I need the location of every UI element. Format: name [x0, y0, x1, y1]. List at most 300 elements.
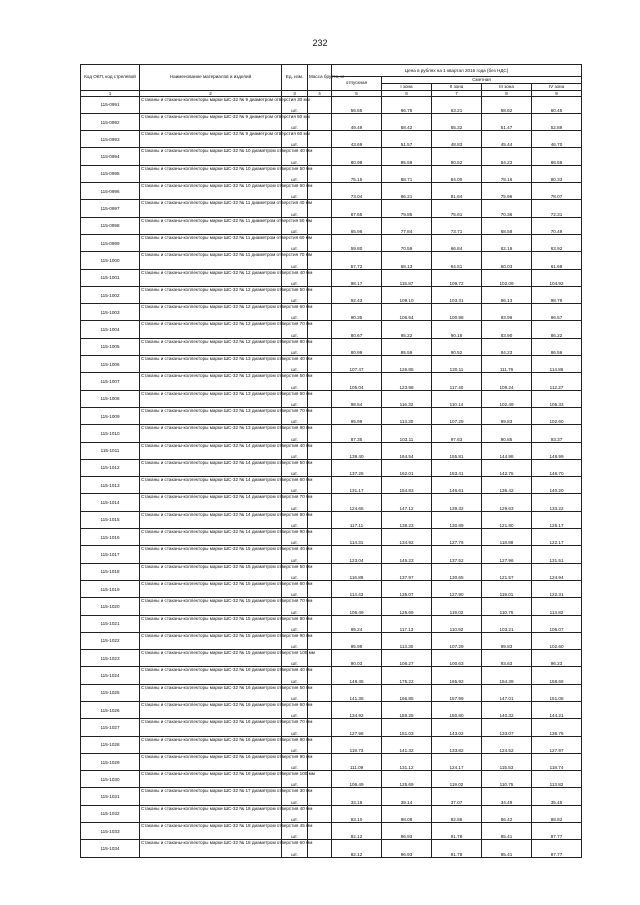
row-release-price: 139.40 — [332, 442, 382, 459]
row-unit: шт. — [282, 425, 308, 442]
row-price-zone-4: 87.77 — [532, 840, 582, 857]
table-row — [81, 183, 582, 200]
table-row — [81, 580, 582, 597]
row-price-zone-3: 85.41 — [482, 840, 532, 857]
row-unit: шт. — [282, 719, 308, 736]
row-code: 115-1029 — [81, 753, 140, 770]
row-price-zone-2: 120.11 — [432, 356, 482, 373]
row-price-zone-2: 137.52 — [432, 546, 482, 563]
table-row — [81, 477, 582, 494]
row-unit: шт. — [282, 529, 308, 546]
row-price-zone-4: 102.60 — [532, 632, 582, 649]
row-price-zone-2: 157.99 — [432, 684, 482, 701]
row-release-price: 92.43 — [332, 286, 382, 303]
row-price-zone-4: 96.57 — [532, 304, 582, 321]
row-price-zone-2: 90.16 — [432, 321, 482, 338]
row-price-zone-1: 95.59 — [382, 148, 432, 165]
row-price-zone-3: 142.75 — [482, 459, 532, 476]
row-unit: шт. — [282, 563, 308, 580]
table-row — [81, 165, 582, 182]
row-price-zone-2: 127.76 — [432, 529, 482, 546]
row-unit: шт. — [282, 252, 308, 269]
row-release-price: 111.09 — [332, 753, 382, 770]
row-price-zone-1: 116.32 — [382, 390, 432, 407]
row-price-zone-3: 136.42 — [482, 477, 532, 494]
row-price-zone-2: 48.83 — [432, 131, 482, 148]
table-row — [81, 234, 582, 251]
row-name: Стаканы и стаканы-коллекторы марки ШС-32 № 12 диаметром отверстия 70 мм — [140, 321, 282, 338]
row-name: Стаканы и стаканы-коллекторы марки ШС-32 № 18 диаметром отверстия 60 мм — [140, 840, 282, 857]
row-price-zone-4: 60.45 — [532, 96, 582, 113]
row-price-zone-1: 70.59 — [382, 234, 432, 251]
row-price-zone-1: 103.11 — [382, 425, 432, 442]
row-price-zone-2: 63.21 — [432, 96, 482, 113]
row-price-zone-1: 164.54 — [382, 442, 432, 459]
row-price-zone-4: 70.49 — [532, 217, 582, 234]
row-price-zone-1: 98.08 — [382, 805, 432, 822]
table-row — [81, 684, 582, 701]
row-price-zone-1: 77.84 — [382, 217, 432, 234]
row-price-zone-4: 158.66 — [532, 667, 582, 684]
row-price-zone-3: 103.21 — [482, 615, 532, 632]
row-release-price: 80.99 — [332, 338, 382, 355]
table-row — [81, 356, 582, 373]
row-price-zone-4: 124.94 — [532, 563, 582, 580]
row-price-zone-1: 126.85 — [382, 356, 432, 373]
row-release-price: 82.12 — [332, 840, 382, 857]
row-name: Стаканы и стаканы-коллекторы марки ШС-32 № 16 диаметром отверстия 50 мм — [140, 684, 282, 701]
row-code: 115-1018 — [81, 563, 140, 580]
row-price-zone-3: 121.80 — [482, 511, 532, 528]
table-row — [81, 390, 582, 407]
row-code: 115-1001 — [81, 269, 140, 286]
row-price-zone-4: 102.60 — [532, 407, 582, 424]
row-unit: шт. — [282, 200, 308, 217]
row-price-zone-3: 85.41 — [482, 823, 532, 840]
row-price-zone-1: 134.92 — [382, 529, 432, 546]
row-release-price: 99.24 — [332, 615, 382, 632]
table-row — [81, 442, 582, 459]
row-price-zone-2: 55.32 — [432, 113, 482, 130]
row-name: Стаканы и стаканы-коллекторы марки ШС-32 № 15 диаметром отверстия 100 мм — [140, 650, 282, 667]
row-price-zone-2: 117.40 — [432, 373, 482, 390]
row-price-zone-1: 106.64 — [382, 304, 432, 321]
row-price-zone-3: 118.88 — [482, 529, 532, 546]
row-price-zone-3: 86.42 — [482, 805, 532, 822]
row-price-zone-4: 151.08 — [532, 684, 582, 701]
row-price-zone-2: 130.89 — [432, 511, 482, 528]
row-code: 115-1002 — [81, 286, 140, 303]
row-name: Стаканы и стаканы-коллекторы марки ШС-32 № 12 диаметром отверстия 60 мм — [140, 304, 282, 321]
row-release-price: 59.80 — [332, 234, 382, 251]
row-name: Стаканы и стаканы-коллекторы марки ШС-32 № 13 диаметром отверстия 80 мм — [140, 425, 282, 442]
table-row — [81, 252, 582, 269]
table-row — [81, 286, 582, 303]
row-price-zone-3: 133.07 — [482, 719, 532, 736]
row-unit: шт. — [282, 788, 308, 805]
row-price-zone-3: 144.98 — [482, 442, 532, 459]
row-price-zone-4: 122.31 — [532, 580, 582, 597]
row-release-price: 107.47 — [332, 356, 382, 373]
row-release-price: 49.49 — [332, 113, 382, 130]
row-price-zone-3: 99.83 — [482, 632, 532, 649]
row-code: 115-0997 — [81, 200, 140, 217]
row-price-zone-1: 51.57 — [382, 131, 432, 148]
row-code: 115-1021 — [81, 615, 140, 632]
table-row — [81, 701, 582, 718]
table-row — [81, 338, 582, 355]
table-row — [81, 131, 582, 148]
row-price-zone-1: 58.42 — [382, 113, 432, 130]
row-price-zone-1: 145.23 — [382, 546, 432, 563]
row-price-zone-4: 131.51 — [532, 546, 582, 563]
row-name: Стаканы и стаканы-коллекторы марки ШС-32 № 13 диаметром отверстия 50 мм — [140, 373, 282, 390]
row-price-zone-4: 46.70 — [532, 131, 582, 148]
row-price-zone-2: 73.71 — [432, 217, 482, 234]
row-price-zone-2: 91.78 — [432, 840, 482, 857]
row-price-zone-2: 75.61 — [432, 200, 482, 217]
row-release-price: 67.65 — [332, 200, 382, 217]
row-price-zone-3: 127.96 — [482, 546, 532, 563]
table-row — [81, 494, 582, 511]
row-name: Стаканы и стаканы-коллекторы марки ШС-32 № 11 диаметром отверстия 60 мм — [140, 234, 282, 251]
row-code: 115-1010 — [81, 425, 140, 442]
row-code: 115-1013 — [81, 477, 140, 494]
table-body — [81, 96, 582, 857]
row-price-zone-3: 109.24 — [482, 373, 532, 390]
row-price-zone-2: 107.29 — [432, 407, 482, 424]
row-price-zone-1: 109.10 — [382, 286, 432, 303]
table-row — [81, 321, 582, 338]
table-row — [81, 511, 582, 528]
row-price-zone-3: 68.58 — [482, 217, 532, 234]
row-price-zone-3: 140.32 — [482, 701, 532, 718]
row-price-zone-2: 91.78 — [432, 823, 482, 840]
row-price-zone-4: 86.56 — [532, 148, 582, 165]
row-release-price: 33.16 — [332, 788, 382, 805]
row-price-zone-3: 75.96 — [482, 183, 532, 200]
row-release-price: 43.69 — [332, 131, 382, 148]
row-price-zone-4: 78.07 — [532, 183, 582, 200]
row-price-zone-4: 125.17 — [532, 511, 582, 528]
row-price-zone-2: 90.52 — [432, 338, 482, 355]
row-unit: шт. — [282, 546, 308, 563]
col-number: 7 — [432, 90, 482, 96]
row-price-zone-2: 150.80 — [432, 701, 482, 718]
row-price-zone-3: 99.83 — [482, 407, 532, 424]
table-row — [81, 632, 582, 649]
row-release-price: 114.31 — [332, 529, 382, 546]
row-price-zone-4: 87.77 — [532, 823, 582, 840]
header-zone-4: IV зона — [532, 83, 582, 90]
row-price-zone-1: 138.23 — [382, 511, 432, 528]
row-name: Стаканы и стаканы-коллекторы марки ШС-32 № 11 диаметром отверстия 40 мм — [140, 200, 282, 217]
row-price-zone-1: 79.85 — [382, 200, 432, 217]
row-name: Стаканы и стаканы-коллекторы марки ШС-32 № 15 диаметром отверстия 90 мм — [140, 632, 282, 649]
row-price-zone-4: 86.22 — [532, 321, 582, 338]
row-name: Стаканы и стаканы-коллекторы марки ШС-32 № 16 диаметром отверстия 70 мм — [140, 719, 282, 736]
row-price-zone-1: 66.75 — [382, 96, 432, 113]
row-unit: шт. — [282, 580, 308, 597]
row-release-price: 141.35 — [332, 684, 382, 701]
row-unit: шт. — [282, 477, 308, 494]
row-price-zone-2: 146.61 — [432, 477, 482, 494]
row-price-zone-4: 127.97 — [532, 736, 582, 753]
row-price-zone-1: 141.32 — [382, 736, 432, 753]
row-price-zone-4: 148.99 — [532, 442, 582, 459]
table-row — [81, 771, 582, 788]
table-row — [81, 96, 582, 113]
row-mass — [308, 96, 332, 113]
row-price-zone-4: 86.56 — [532, 338, 582, 355]
price-table — [80, 64, 582, 858]
row-release-price: 114.43 — [332, 580, 382, 597]
row-price-zone-4: 113.82 — [532, 771, 582, 788]
row-price-zone-3: 58.62 — [482, 96, 532, 113]
row-release-price: 80.98 — [332, 148, 382, 165]
row-unit: шт. — [282, 632, 308, 649]
row-code: 115-1014 — [81, 494, 140, 511]
row-release-price: 124.65 — [332, 494, 382, 511]
row-price-zone-2: 130.65 — [432, 563, 482, 580]
row-release-price: 90.03 — [332, 650, 382, 667]
row-code: 115-1020 — [81, 598, 140, 615]
row-price-zone-4: 52.89 — [532, 113, 582, 130]
row-price-zone-3: 70.36 — [482, 200, 532, 217]
row-release-price: 90.35 — [332, 304, 382, 321]
row-code: 115-1026 — [81, 701, 140, 718]
row-price-zone-3: 96.13 — [482, 286, 532, 303]
row-release-price: 57.72 — [332, 252, 382, 269]
header-price-group: Цена в рублях на 1 квартал 2016 года (без НДС) — [332, 65, 582, 77]
row-name: Стаканы и стаканы-коллекторы марки ШС-32 № 11 диаметром отверстия 50 мм — [140, 217, 282, 234]
row-name: Стаканы и стаканы-коллекторы марки ШС-32 № 14 диаметром отверстия 70 мм — [140, 494, 282, 511]
row-price-zone-1: 154.83 — [382, 477, 432, 494]
row-code: 115-1034 — [81, 840, 140, 857]
row-name: Стаканы и стаканы-коллекторы марки ШС-32 № 12 диаметром отверстия 50 мм — [140, 286, 282, 303]
row-price-zone-3: 34.49 — [482, 788, 532, 805]
row-release-price: 119.73 — [332, 736, 382, 753]
row-price-zone-4: 136.76 — [532, 719, 582, 736]
row-code: 115-1030 — [81, 771, 140, 788]
row-code: 115-0991 — [81, 96, 140, 113]
row-price-zone-1: 135.07 — [382, 580, 432, 597]
row-unit: шт. — [282, 684, 308, 701]
row-price-zone-1: 147.12 — [382, 494, 432, 511]
row-name: Стаканы и стаканы-коллекторы марки ШС-32 № 13 диаметром отверстия 60 мм — [140, 390, 282, 407]
row-name: Стаканы и стаканы-коллекторы марки ШС-32 № 16 диаметром отверстия 100 мм — [140, 771, 282, 788]
row-name: Стаканы и стаканы-коллекторы марки ШС-32 № 18 диаметром отверстия 40 мм — [140, 805, 282, 822]
table-row — [81, 148, 582, 165]
row-price-zone-3: 62.19 — [482, 234, 532, 251]
table-row — [81, 719, 582, 736]
row-unit: шт. — [282, 736, 308, 753]
row-name: Стаканы и стаканы-коллекторы марки ШС-32 № 10 диаметром отверстия 50 мм — [140, 165, 282, 182]
row-unit: шт. — [282, 286, 308, 303]
row-unit: шт. — [282, 321, 308, 338]
table-row — [81, 546, 582, 563]
row-release-price: 123.04 — [332, 546, 382, 563]
row-release-price: 117.11 — [332, 511, 382, 528]
row-price-zone-2: 107.29 — [432, 632, 482, 649]
row-price-zone-2: 109.72 — [432, 269, 482, 286]
row-price-zone-1: 117.13 — [382, 615, 432, 632]
row-price-zone-1: 175.22 — [382, 667, 432, 684]
row-name: Стаканы и стаканы-коллекторы марки ШС-32 № 13 диаметром отверстия 70 мм — [140, 407, 282, 424]
row-price-zone-4: 113.82 — [532, 598, 582, 615]
row-price-zone-3: 45.44 — [482, 131, 532, 148]
row-code: 115-1033 — [81, 823, 140, 840]
row-price-zone-1: 96.93 — [382, 823, 432, 840]
row-code: 115-1025 — [81, 684, 140, 701]
row-unit: шт. — [282, 131, 308, 148]
col-number: 2 — [140, 90, 282, 96]
row-code: 115-1000 — [81, 252, 140, 269]
row-unit: шт. — [282, 442, 308, 459]
row-name: Стаканы и стаканы-коллекторы марки ШС-32 № 9 диаметром отверстия 60 мм — [140, 131, 282, 148]
col-number: 9 — [532, 90, 582, 96]
row-price-zone-3: 124.52 — [482, 736, 532, 753]
table-row — [81, 753, 582, 770]
row-release-price: 80.67 — [332, 321, 382, 338]
row-price-zone-1: 115.87 — [382, 269, 432, 286]
row-price-zone-4: 146.70 — [532, 459, 582, 476]
row-release-price: 87.35 — [332, 425, 382, 442]
row-price-zone-2: 90.52 — [432, 148, 482, 165]
row-unit: шт. — [282, 338, 308, 355]
table-row — [81, 304, 582, 321]
row-price-zone-1: 131.12 — [382, 753, 432, 770]
row-unit: шт. — [282, 217, 308, 234]
row-price-zone-2: 139.32 — [432, 494, 482, 511]
row-code: 115-1019 — [81, 580, 140, 597]
row-price-zone-1: 166.85 — [382, 684, 432, 701]
row-price-zone-3: 147.01 — [482, 684, 532, 701]
row-mass — [308, 131, 332, 148]
row-code: 115-0993 — [81, 131, 140, 148]
row-price-zone-3: 119.01 — [482, 580, 532, 597]
row-price-zone-4: 118.74 — [532, 753, 582, 770]
row-unit: шт. — [282, 771, 308, 788]
row-name: Стаканы и стаканы-коллекторы марки ШС-32 № 14 диаметром отверстия 50 мм — [140, 459, 282, 476]
table-row — [81, 736, 582, 753]
row-unit: шт. — [282, 373, 308, 390]
row-mass — [308, 113, 332, 130]
row-price-zone-3: 110.75 — [482, 598, 532, 615]
row-price-zone-4: 61.69 — [532, 252, 582, 269]
row-unit: шт. — [282, 113, 308, 130]
row-unit: шт. — [282, 148, 308, 165]
row-price-zone-2: 84.00 — [432, 165, 482, 182]
table-row — [81, 563, 582, 580]
row-code: 115-1024 — [81, 667, 140, 684]
table-row — [81, 788, 582, 805]
row-release-price: 137.26 — [332, 459, 382, 476]
table-row — [81, 407, 582, 424]
row-code: 115-1012 — [81, 459, 140, 476]
col-number: 3 — [282, 90, 308, 96]
header-zone-1: I зона — [382, 83, 432, 90]
row-code: 115-1003 — [81, 304, 140, 321]
row-price-zone-2: 92.88 — [432, 805, 482, 822]
header-release-price: отпускная — [332, 77, 382, 91]
row-price-zone-3: 102.09 — [482, 269, 532, 286]
row-price-zone-4: 112.27 — [532, 373, 582, 390]
row-code: 115-0998 — [81, 217, 140, 234]
row-price-zone-1: 68.13 — [382, 252, 432, 269]
row-release-price: 95.99 — [332, 407, 382, 424]
row-price-zone-1: 151.03 — [382, 719, 432, 736]
row-unit: шт. — [282, 667, 308, 684]
row-price-zone-1: 125.69 — [382, 598, 432, 615]
row-release-price: 134.92 — [332, 701, 382, 718]
row-unit: шт. — [282, 96, 308, 113]
table-row — [81, 650, 582, 667]
row-price-zone-2: 100.63 — [432, 650, 482, 667]
header-unit: Ед. изм. — [282, 65, 308, 91]
row-price-zone-2: 110.92 — [432, 615, 482, 632]
row-price-zone-1: 137.97 — [382, 563, 432, 580]
row-unit: шт. — [282, 269, 308, 286]
table-row — [81, 840, 582, 857]
row-unit: шт. — [282, 823, 308, 840]
row-code: 115-1027 — [81, 719, 140, 736]
row-price-zone-3: 84.23 — [482, 338, 532, 355]
row-price-zone-2: 100.98 — [432, 304, 482, 321]
row-code: 115-1009 — [81, 407, 140, 424]
table-row — [81, 805, 582, 822]
row-price-zone-2: 133.82 — [432, 736, 482, 753]
row-name: Стаканы и стаканы-коллекторы марки ШС-32 № 9 диаметром отверстия 30 мм — [140, 96, 282, 113]
row-name: Стаканы и стаканы-коллекторы марки ШС-32 № 15 диаметром отверстия 70 мм — [140, 598, 282, 615]
row-unit: шт. — [282, 701, 308, 718]
row-price-zone-4: 104.92 — [532, 269, 582, 286]
header-mass: Масса брутто, кг — [308, 65, 332, 91]
row-release-price: 83.10 — [332, 805, 382, 822]
row-name: Стаканы и стаканы-коллекторы марки ШС-32 № 15 диаметром отверстия 50 мм — [140, 563, 282, 580]
row-name: Стаканы и стаканы-коллекторы марки ШС-32 № 18 диаметром отверстия 45 мм — [140, 823, 282, 840]
row-unit: шт. — [282, 407, 308, 424]
row-code: 115-0995 — [81, 165, 140, 182]
row-price-zone-4: 93.37 — [532, 425, 582, 442]
row-price-zone-3: 84.23 — [482, 148, 532, 165]
row-code: 115-1007 — [81, 373, 140, 390]
row-price-zone-1: 159.25 — [382, 701, 432, 718]
row-price-zone-4: 98.79 — [532, 286, 582, 303]
row-price-zone-4: 122.17 — [532, 529, 582, 546]
row-price-zone-1: 96.93 — [382, 840, 432, 857]
row-name: Стаканы и стаканы-коллекторы марки ШС-32 № 17 диаметром отверстия 30 мм — [140, 788, 282, 805]
row-name: Стаканы и стаканы-коллекторы марки ШС-32 № 10 диаметром отверстия 40 мм — [140, 148, 282, 165]
table-row — [81, 425, 582, 442]
header-zone-3: III зона — [482, 83, 532, 90]
row-price-zone-1: 39.14 — [382, 788, 432, 805]
row-name: Стаканы и стаканы-коллекторы марки ШС-32 № 12 диаметром отверстия 80 мм — [140, 338, 282, 355]
row-code: 115-1032 — [81, 805, 140, 822]
header-code: Код ОКП, код стрелевой — [81, 65, 140, 91]
row-release-price: 131.17 — [332, 477, 382, 494]
row-release-price: 106.49 — [332, 771, 382, 788]
row-price-zone-1: 106.27 — [382, 650, 432, 667]
row-price-zone-3: 129.63 — [482, 494, 532, 511]
row-price-zone-3: 78.16 — [482, 165, 532, 182]
row-price-zone-3: 110.75 — [482, 771, 532, 788]
row-price-zone-2: 124.17 — [432, 753, 482, 770]
row-name: Стаканы и стаканы-коллекторы марки ШС-32 № 15 диаметром отверстия 40 мм — [140, 546, 282, 563]
row-price-zone-1: 162.01 — [382, 459, 432, 476]
row-release-price: 98.54 — [332, 390, 382, 407]
row-code: 115-1006 — [81, 356, 140, 373]
